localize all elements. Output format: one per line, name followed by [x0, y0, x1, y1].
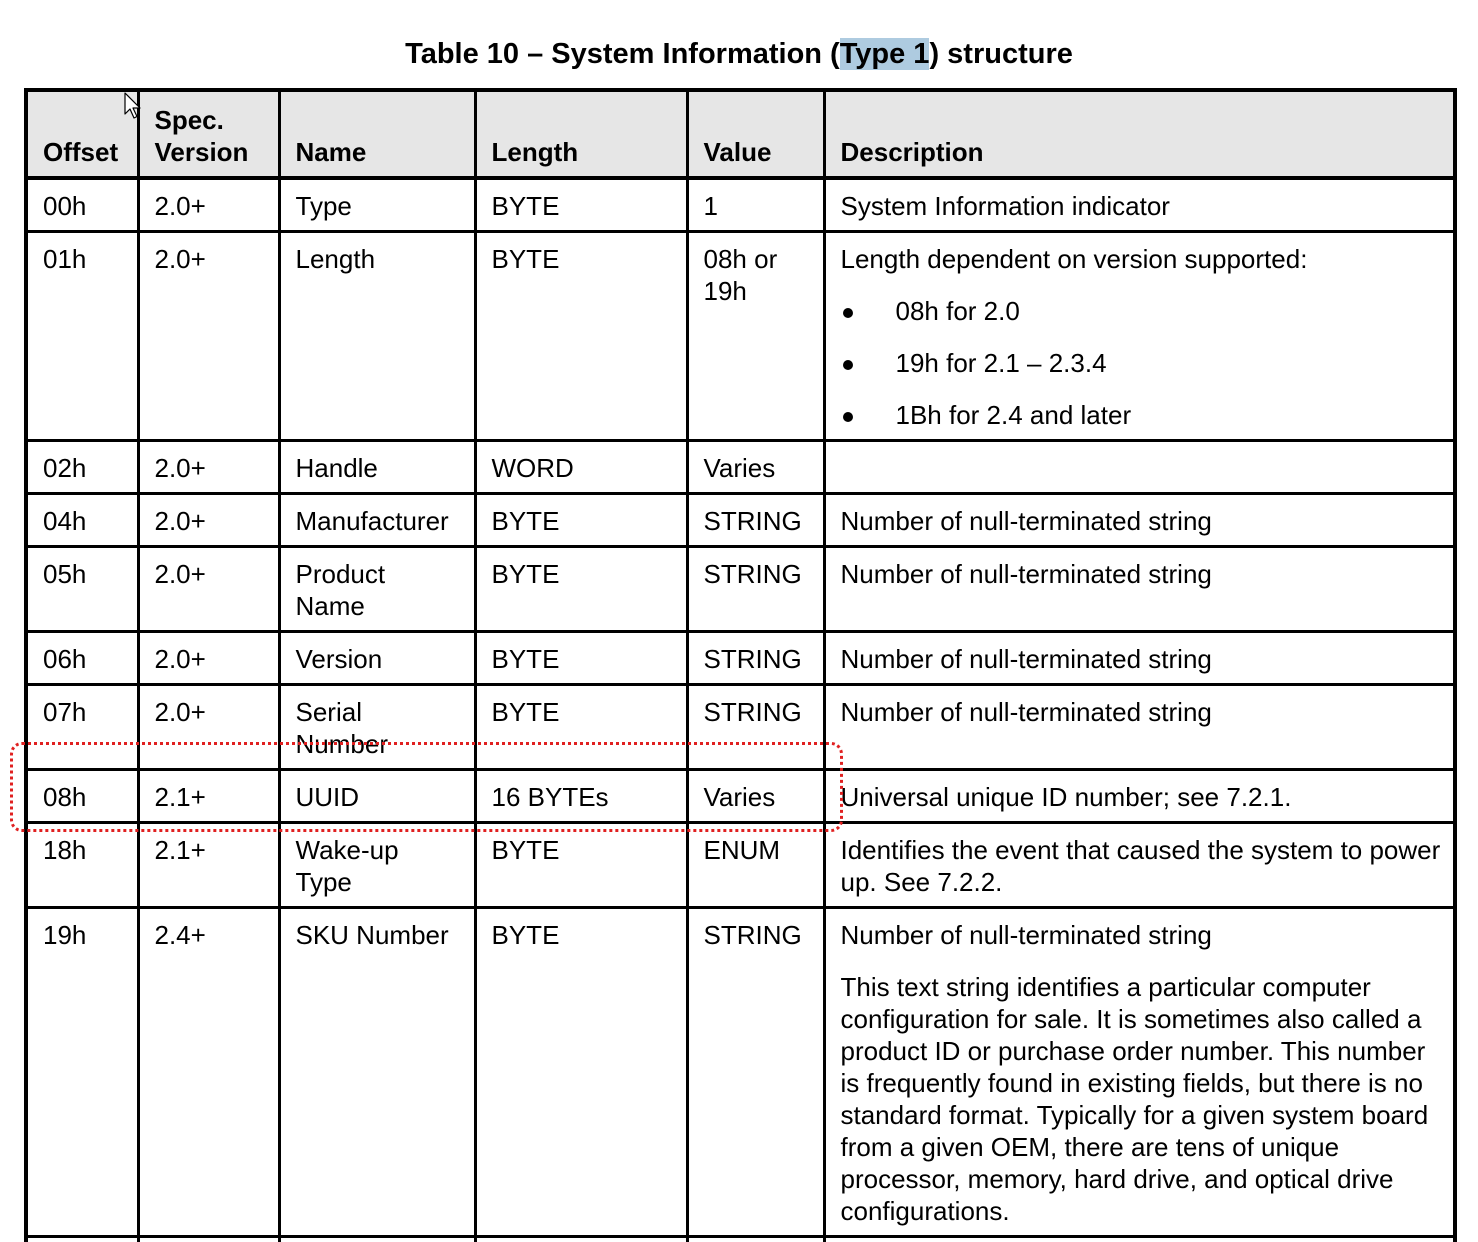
- bullet-icon: [843, 412, 853, 422]
- cell-length: BYTE: [475, 547, 687, 632]
- table-row: [26, 908, 1455, 1237]
- cell-value: STRING: [687, 632, 824, 685]
- cell-spec: 2.0+: [138, 494, 279, 547]
- cell-offset: 05h: [26, 547, 138, 632]
- description-text: Number of null-terminated string: [840, 920, 1212, 950]
- table-row: [26, 441, 1455, 494]
- cell-spec: 2.0+: [138, 441, 279, 494]
- cell-empty: [279, 1237, 475, 1242]
- cell-spec: 2.0+: [138, 685, 279, 770]
- cell-offset: 02h: [26, 441, 138, 494]
- caption-selected-text[interactable]: Type 1: [839, 38, 930, 70]
- cell-length: BYTE: [475, 232, 687, 441]
- list-item: [841, 295, 1442, 327]
- description-text: Length dependent on version supported:: [840, 244, 1308, 274]
- cell-spec: 2.0+: [138, 178, 279, 232]
- cell-description: [824, 441, 1455, 494]
- cell-description: System Information indicator: [824, 178, 1455, 232]
- cell-length: BYTE: [475, 494, 687, 547]
- cell-spec: 2.1+: [138, 823, 279, 908]
- cell-description: Number of null-terminated string: [824, 632, 1455, 685]
- table-row: [26, 232, 1455, 441]
- table-header-row: [26, 90, 1455, 178]
- header-name: Name: [279, 90, 475, 178]
- cell-offset: 08h: [26, 770, 138, 823]
- cell-offset: 07h: [26, 685, 138, 770]
- header-value: Value: [687, 90, 824, 178]
- bullet-text: 08h for 2.0: [895, 296, 1020, 326]
- cell-spec: 2.4+: [138, 908, 279, 1237]
- header-spec-line2: Version: [154, 137, 249, 167]
- cell-length: WORD: [475, 441, 687, 494]
- cell-value: Varies: [687, 770, 824, 823]
- cell-description: [824, 232, 1455, 441]
- table-row: [26, 632, 1455, 685]
- cell-empty: [138, 1237, 279, 1242]
- cell-name: Version: [279, 632, 475, 685]
- cell-value: STRING: [687, 908, 824, 1237]
- caption-suffix: ) structure: [929, 38, 1073, 70]
- structure-table-container: [24, 88, 1453, 1242]
- cell-name: SKU Number: [279, 908, 475, 1237]
- cell-length: BYTE: [475, 178, 687, 232]
- header-spec-version: [138, 90, 279, 178]
- table-row-partial: [26, 1237, 1455, 1242]
- bullet-icon: [843, 360, 853, 370]
- cell-value: Varies: [687, 441, 824, 494]
- table-caption: [0, 34, 1478, 74]
- cell-empty: [824, 1237, 1455, 1242]
- bullet-icon: [843, 308, 853, 318]
- caption-prefix: Table 10 – System Information (: [405, 38, 840, 70]
- cell-length: 16 BYTEs: [475, 770, 687, 823]
- cell-name: Wake-up Type: [279, 823, 475, 908]
- cell-offset: 18h: [26, 823, 138, 908]
- table-row: [26, 823, 1455, 908]
- cell-empty: [687, 1237, 824, 1242]
- cell-value: 08h or 19h: [687, 232, 824, 441]
- cell-spec: 2.0+: [138, 547, 279, 632]
- bullet-list: [841, 295, 1442, 431]
- cell-description: Number of null-terminated string: [824, 494, 1455, 547]
- cell-offset: 19h: [26, 908, 138, 1237]
- cell-value: STRING: [687, 685, 824, 770]
- cell-offset: 00h: [26, 178, 138, 232]
- system-information-table: [24, 88, 1457, 1242]
- cell-name: Manufacturer: [279, 494, 475, 547]
- cell-value: STRING: [687, 547, 824, 632]
- cell-name: Handle: [279, 441, 475, 494]
- cell-length: BYTE: [475, 908, 687, 1237]
- cell-name: Serial Number: [279, 685, 475, 770]
- cell-spec: 2.0+: [138, 232, 279, 441]
- cell-name: Product Name: [279, 547, 475, 632]
- table-row: [26, 685, 1455, 770]
- cell-description: Number of null-terminated string: [824, 547, 1455, 632]
- list-item: [841, 347, 1442, 379]
- bullet-text: 1Bh for 2.4 and later: [895, 400, 1132, 430]
- table-row: [26, 547, 1455, 632]
- table-row: [26, 770, 1455, 823]
- mouse-pointer-icon: [124, 92, 144, 120]
- cell-spec: 2.1+: [138, 770, 279, 823]
- cell-offset: 04h: [26, 494, 138, 547]
- cell-length: BYTE: [475, 632, 687, 685]
- cell-length: BYTE: [475, 685, 687, 770]
- cell-length: BYTE: [475, 823, 687, 908]
- cell-description: Universal unique ID number; see 7.2.1.: [824, 770, 1455, 823]
- list-item: [841, 399, 1442, 431]
- cell-offset: 01h: [26, 232, 138, 441]
- header-length: Length: [475, 90, 687, 178]
- cell-empty: [26, 1237, 138, 1242]
- cell-spec: 2.0+: [138, 632, 279, 685]
- cell-name: UUID: [279, 770, 475, 823]
- header-description: Description: [824, 90, 1455, 178]
- cell-description: Identifies the event that caused the system to power up. See 7.2.2.: [824, 823, 1455, 908]
- description-extra-text: This text string identifies a particular computer configuration for sale. It is sometimes also called a product ID or purchase order number. This number is frequently found in existing fields, but there is no standard format. Typically for a given system board from a given OEM, there are tens of unique processor, memory, hard drive, and optical drive configurations.: [840, 972, 1429, 1226]
- bullet-text: 19h for 2.1 – 2.3.4: [895, 348, 1107, 378]
- cell-offset: 06h: [26, 632, 138, 685]
- cell-name: Length: [279, 232, 475, 441]
- cell-description: [824, 908, 1455, 1237]
- cell-value: STRING: [687, 494, 824, 547]
- cell-value: 1: [687, 178, 824, 232]
- cell-description: Number of null-terminated string: [824, 685, 1455, 770]
- cell-empty: [475, 1237, 687, 1242]
- header-spec-line1: Spec.: [154, 105, 224, 135]
- table-row: [26, 494, 1455, 547]
- header-offset: Offset: [26, 90, 138, 178]
- cell-name: Type: [279, 178, 475, 232]
- table-row: [26, 178, 1455, 232]
- cell-value: ENUM: [687, 823, 824, 908]
